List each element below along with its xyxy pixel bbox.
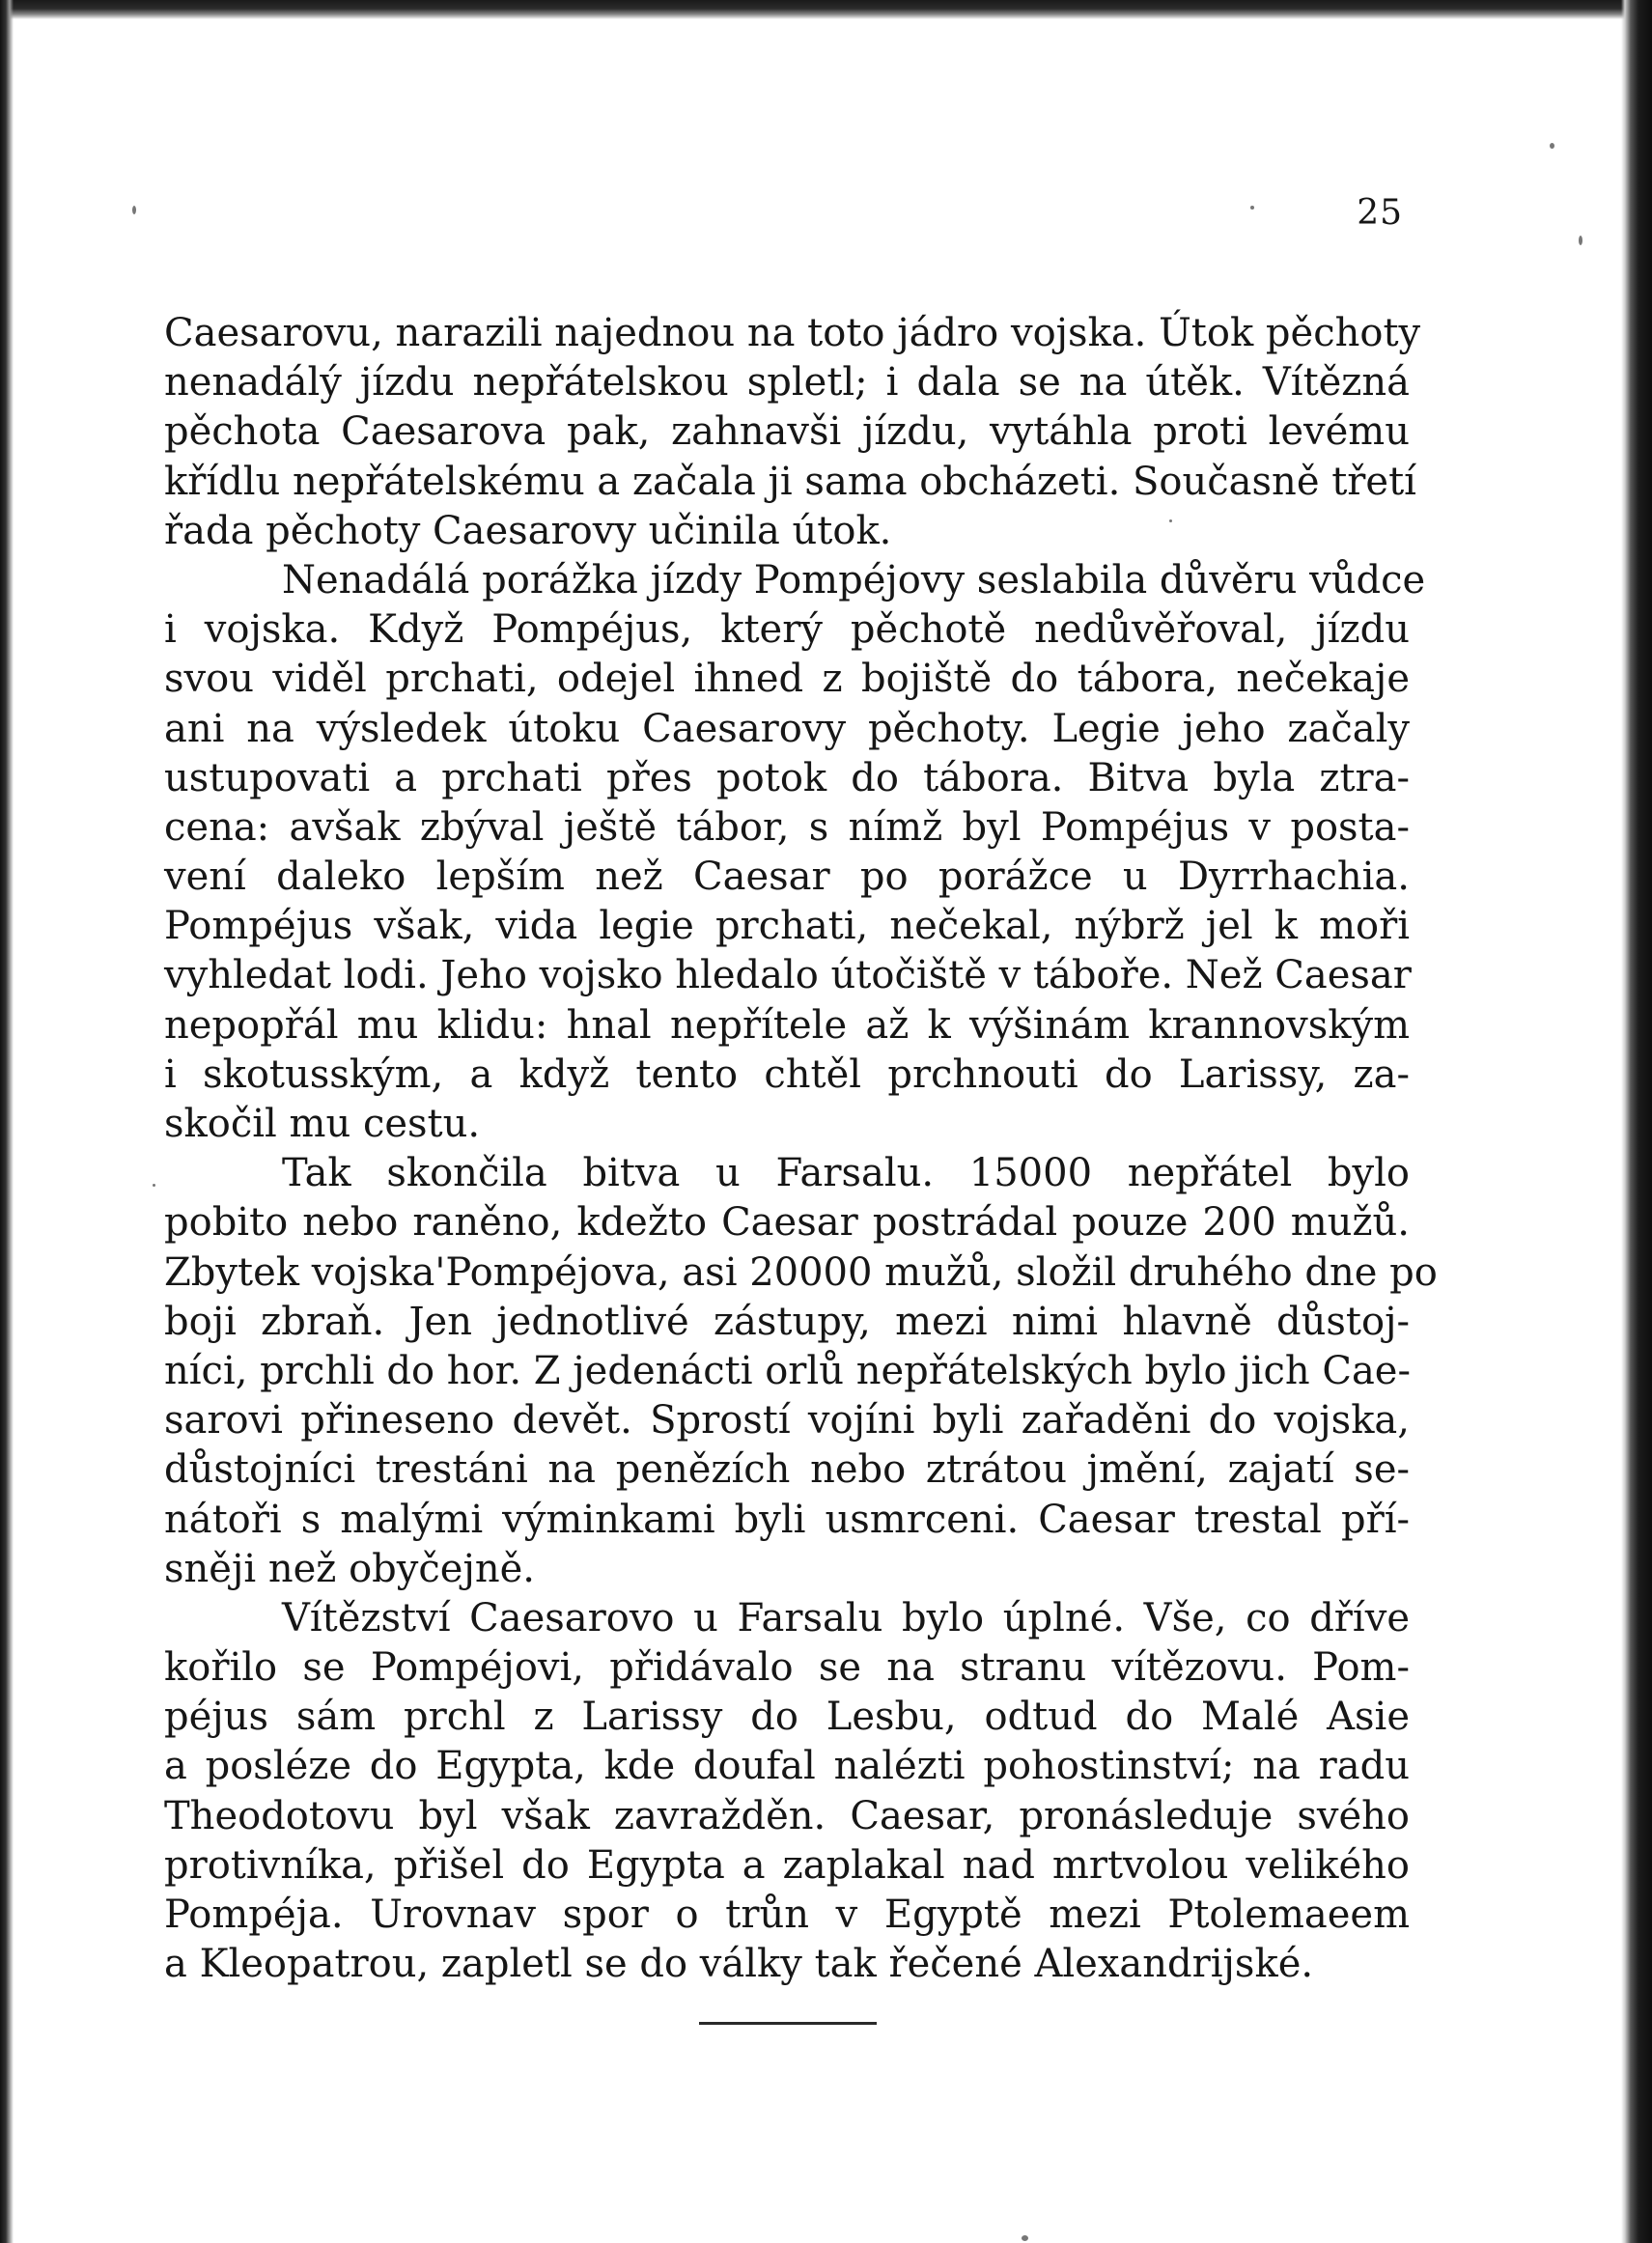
paragraph [164, 309, 1421, 556]
paragraph [164, 1594, 1410, 1990]
text-line: a Kleopatrou, zapletl se do války tak řečené Alexandrijské. [164, 1942, 1314, 1987]
text-line: sarovi přineseno devět. Sprostí vojíni byli zařaděni do vojska, [164, 1398, 1410, 1444]
text-line: i skotusským, a když tento chtěl prchnouti do Larissy, za- [164, 1051, 1410, 1097]
text-line: Caesarovu, narazili najednou na toto jádro vojska. Útok pěchoty [164, 311, 1421, 355]
text-line: péjus sám prchl z Larissy do Lesbu, odtud do Malé Asie [164, 1695, 1410, 1740]
scan-edge-top [0, 0, 1652, 19]
text-line: i vojska. Když Pompéjus, který pěchotě nedůvěřoval, jízdu [164, 607, 1410, 653]
text-line: ani na výsledek útoku Caesarovy pěchoty. Legie jeho začaly [164, 706, 1410, 751]
text-line: důstojníci trestáni na penězích nebo ztrátou jmění, zajatí se- [164, 1447, 1410, 1493]
text-line: nenadálý jízdu nepřátelskou spletl; i dala se na útěk. Vítězná [164, 360, 1410, 406]
text-line: pobito nebo raněno, kdežto Caesar postrádal pouze 200 mužů. [164, 1200, 1410, 1246]
text-line: řada pěchoty Caesarovy učinila útok. [164, 508, 892, 553]
dust-speck [1550, 143, 1554, 149]
text-line: Nenadálá porážka jízdy Pompéjovy seslabila důvěru vůdce [282, 557, 1426, 603]
dust-speck [1579, 236, 1582, 245]
text-line: vyhledat lodi. Jeho vojsko hledalo útočiště v táboře. Než Caesar [164, 953, 1412, 998]
section-end-rule [699, 2022, 877, 2025]
text-line: Theodotovu byl však zavražděn. Caesar, pronásleduje svého [164, 1793, 1410, 1838]
text-line: a posléze do Egypta, kde doufal nalézti pohostinství; na radu [164, 1744, 1410, 1789]
text-line: křídlu nepřátelskému a začala ji sama obcházeti. Současně třetí [164, 459, 1416, 504]
text-line: Vítězství Caesarovo u Farsalu bylo úplné. Vše, co dříve [282, 1595, 1410, 1640]
scan-edge-left [0, 0, 14, 2243]
dust-speck [1250, 206, 1254, 210]
text-line: skočil mu cestu. [164, 1102, 481, 1146]
text-line: Pompéja. Urovnav spor o trůn v Egyptě mezi Ptolemaeem [164, 1893, 1410, 1937]
text-line: nepopřál mu klidu: hnal nepřítele až k výšinám krannovským [164, 1002, 1410, 1048]
text-line: nátoři s malými výminkami byli usmrceni. Caesar trestal pří- [164, 1497, 1410, 1542]
text-line: Pompéjus však, vida legie prchati, nečekal, nýbrž jel k moři [164, 904, 1410, 949]
text-line: níci, prchli do hor. Z jedenácti orlů nepřátelských bylo jich Cae- [164, 1348, 1411, 1393]
text-line: cena: avšak zbýval ještě tábor, s nímž byl Pompéjus v posta- [164, 804, 1410, 850]
text-line: sněji než obyčejně. [164, 1546, 536, 1591]
paragraph [164, 1149, 1438, 1594]
paragraph [164, 556, 1426, 1149]
text-line: vení daleko lepším než Caesar po porážce u Dyrrhachia. [164, 855, 1410, 900]
text-line: boji zbraň. Jen jednotlivé zástupy, mezi nimi hlavně důstoj- [164, 1299, 1410, 1344]
text-line: Tak skončila bitva u Farsalu. 15000 nepřátel bylo [282, 1151, 1410, 1196]
dust-speck [132, 206, 136, 214]
dust-speck [1022, 2235, 1028, 2241]
text-line: svou viděl prchati, odejel ihned z bojiště do tábora, nečekaje [164, 657, 1410, 702]
text-line: ustupovati a prchati přes potok do tábora. Bitva byla ztra- [164, 755, 1410, 800]
text-line: protivníka, přišel do Egypta a zaplakal nad mrtvolou velikého [164, 1842, 1410, 1888]
text-line: Zbytek vojska'Pompéjova, asi 20000 mužů, složil druhého dne po [164, 1249, 1438, 1295]
page-number: 25 [1357, 193, 1403, 233]
text-line: pěchota Caesarova pak, zahnavši jízdu, vytáhla proti levému [164, 409, 1410, 455]
scan-edge-right [1621, 0, 1652, 2243]
body-text [164, 309, 1438, 1989]
dust-speck [153, 1184, 155, 1187]
text-line: kořilo se Pompéjovi, přidávalo se na stranu vítězovu. Pom- [164, 1645, 1410, 1691]
